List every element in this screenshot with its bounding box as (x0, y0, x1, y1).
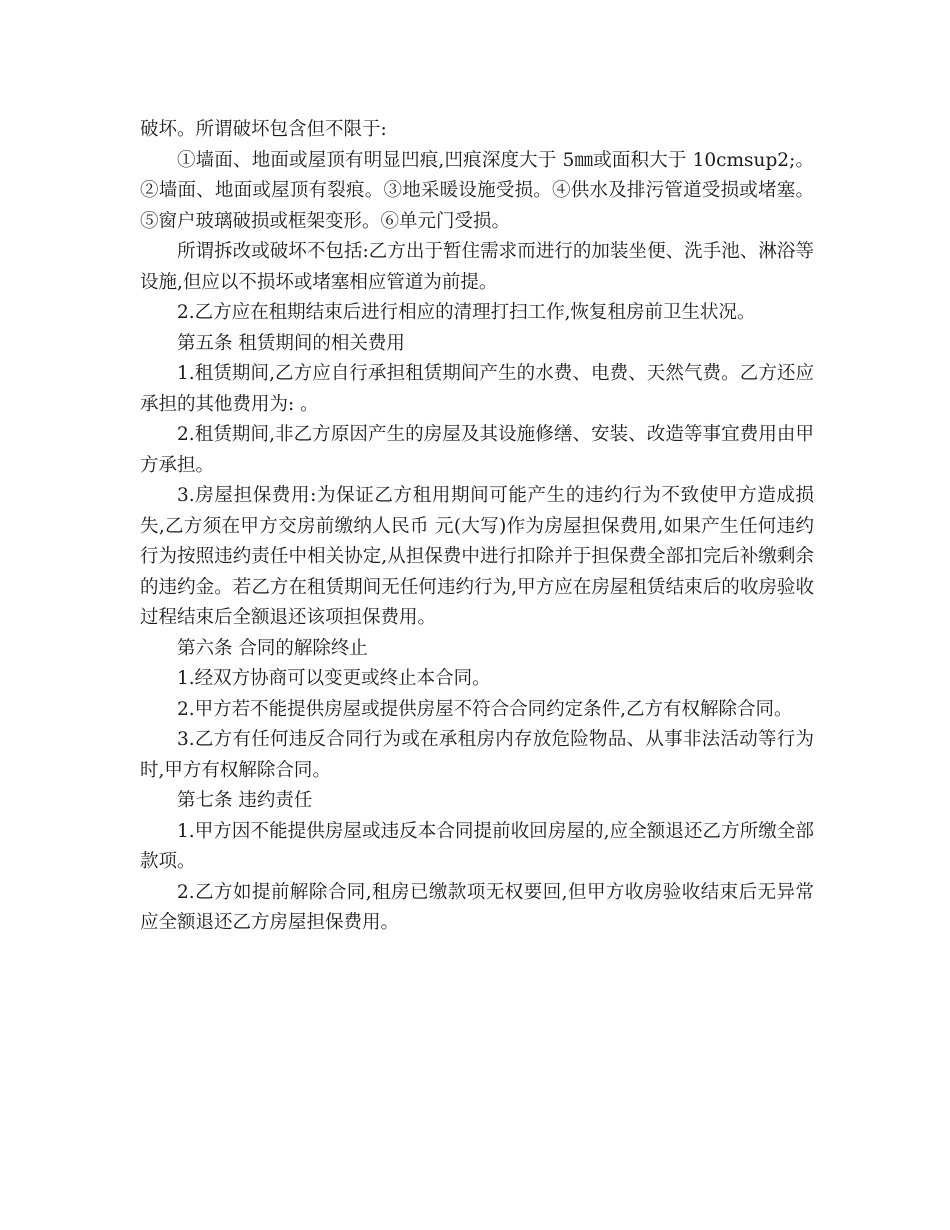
section-heading-article-5: 第五条 租赁期间的相关费用 (177, 332, 405, 354)
paragraph-article-7-item-2: 2.乙方如提前解除合同,租房已缴款项无权要回,但甲方收房验收结束后无异常应全额退还乙方房屋担保费用。 (140, 881, 814, 933)
paragraph-damage-list: ①墙面、地面或屋顶有明显凹痕,凹痕深度大于 5㎜或面积大于 10cmsup2;。②墙面、地面或屋顶有裂痕。③地采暖设施受损。④供水及排污管道受损或堵塞。⑤窗户玻璃破损或框架变形。⑥单元门受损。 (140, 149, 814, 232)
paragraph-article-5-item-3: 3.房屋担保费用:为保证乙方租用期间可能产生的违约行为不致使甲方造成损失,乙方须在甲方交房前缴纳人民币 元(大写)作为房屋担保费用,如果产生任何违约行为按照违约责任中相关协定,从担保费中进行扣除并于担保费全部扣完后补缴剩余的违约金。若乙方在租赁期间无任何违约行为,甲方应在房屋租赁结束后的收房验收过程结束后全额退还该项担保费用。 (140, 485, 814, 628)
paragraph-article-7-item-1: 1.甲方因不能提供房屋或违反本合同提前收回房屋的,应全额退还乙方所缴全部款项。 (140, 820, 814, 872)
document-page (140, 115, 814, 939)
paragraph-article-5-item-1: 1.租赁期间,乙方应自行承担租赁期间产生的水费、电费、天然气费。乙方还应承担的其他费用为: 。 (140, 363, 814, 415)
paragraph-exclusions: 所谓拆改或破坏不包括:乙方出于暂住需求而进行的加装坐便、洗手池、淋浴等设施,但应以不损坏或堵塞相应管道为前提。 (140, 241, 814, 293)
paragraph-article-6-item-3: 3.乙方有任何违反合同行为或在承租房内存放危险物品、从事非法活动等行为时,甲方有权解除合同。 (140, 729, 814, 781)
paragraph-cleanup: 2.乙方应在租期结束后进行相应的清理打扫工作,恢复租房前卫生状况。 (177, 302, 756, 323)
paragraph-damage-intro: 破坏。所谓破坏包含但不限于: (140, 119, 387, 140)
paragraph-article-6-item-1: 1.经双方协商可以变更或终止本合同。 (177, 668, 491, 689)
section-heading-article-6: 第六条 合同的解除终止 (177, 637, 368, 659)
section-heading-article-7: 第七条 违约责任 (177, 790, 313, 811)
paragraph-article-6-item-2: 2.甲方若不能提供房屋或提供房屋不符合合同约定条件,乙方有权解除合同。 (177, 698, 793, 720)
paragraph-article-5-item-2: 2.租赁期间,非乙方原因产生的房屋及其设施修缮、安装、改造等事宜费用由甲方承担。 (140, 424, 814, 476)
